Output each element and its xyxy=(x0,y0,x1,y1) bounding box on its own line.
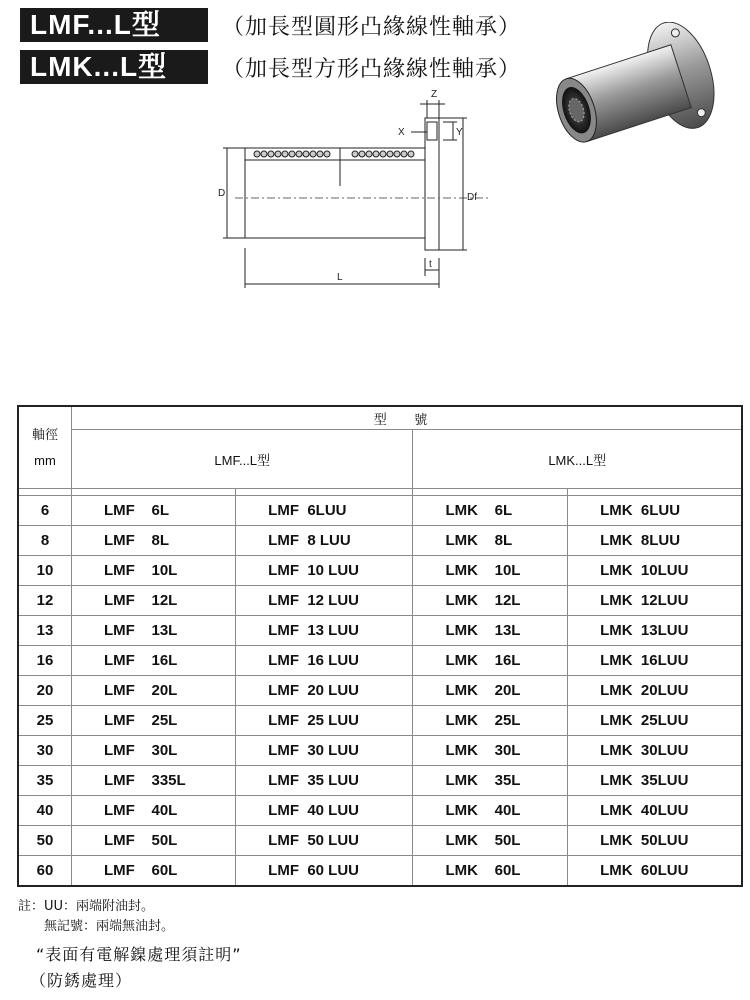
header-series-lmk: LMK...L型 xyxy=(413,430,742,489)
model-cell-lmk: LMK 13L xyxy=(413,616,568,646)
model-cell-lmk: LMK 20L xyxy=(413,676,568,706)
model-cell-lmf: LMF 60L xyxy=(72,856,236,887)
model-cell-lmk-uu: LMK 13LUU xyxy=(568,616,742,646)
model-cell-lmk-uu: LMK 6LUU xyxy=(568,496,742,526)
model-cell-lmf-uu: LMF 40 LUU xyxy=(236,796,413,826)
shaft-cell: 13 xyxy=(18,616,72,646)
dim-label-l: L xyxy=(337,272,343,283)
title-lmk xyxy=(20,50,521,84)
model-cell-lmf-uu: LMF 16 LUU xyxy=(236,646,413,676)
shaft-cell: 40 xyxy=(18,796,72,826)
dim-label-df: Df xyxy=(467,192,477,203)
model-cell-lmk-uu: LMK 60LUU xyxy=(568,856,742,887)
model-cell-lmf-uu: LMF 20 LUU xyxy=(236,676,413,706)
model-table xyxy=(17,405,743,887)
model-cell-lmk-uu: LMK 16LUU xyxy=(568,646,742,676)
model-cell-lmf: LMF 6L xyxy=(72,496,236,526)
note-uu: 註：UU：兩端附油封。 xyxy=(18,899,155,914)
shaft-cell: 10 xyxy=(18,556,72,586)
note-no-mark: 無記號：兩端無油封。 xyxy=(44,919,175,934)
model-cell-lmf-uu: LMF 30 LUU xyxy=(236,736,413,766)
model-cell-lmk: LMK 30L xyxy=(413,736,568,766)
model-cell-lmk: LMK 16L xyxy=(413,646,568,676)
model-cell-lmk: LMK 25L xyxy=(413,706,568,736)
model-cell-lmf-uu: LMF 35 LUU xyxy=(236,766,413,796)
model-cell-lmf: LMF 13L xyxy=(72,616,236,646)
notes xyxy=(18,897,174,937)
model-cell-lmf-uu: LMF 6LUU xyxy=(236,496,413,526)
model-cell-lmk-uu: LMK 8LUU xyxy=(568,526,742,556)
dim-label-z: Z xyxy=(431,89,438,100)
table-row xyxy=(18,556,742,586)
shaft-cell: 6 xyxy=(18,496,72,526)
shaft-cell: 8 xyxy=(18,526,72,556)
model-cell-lmf: LMF 12L xyxy=(72,586,236,616)
model-cell-lmk-uu: LMK 35LUU xyxy=(568,766,742,796)
shaft-cell: 25 xyxy=(18,706,72,736)
model-cell-lmk: LMK 60L xyxy=(413,856,568,887)
model-cell-lmf: LMF 50L xyxy=(72,826,236,856)
model-cell-lmf-uu: LMF 25 LUU xyxy=(236,706,413,736)
bearing-technical-drawing xyxy=(215,88,505,298)
note-nickel-plating: “表面有電解鎳處理須註明” xyxy=(36,945,242,964)
model-cell-lmf-uu: LMF 13 LUU xyxy=(236,616,413,646)
dim-label-d: D xyxy=(218,188,226,199)
table-row xyxy=(18,616,742,646)
shaft-cell: 30 xyxy=(18,736,72,766)
model-cell-lmf-uu: LMF 12 LUU xyxy=(236,586,413,616)
table-row xyxy=(18,736,742,766)
model-cell-lmf-uu: LMF 50 LUU xyxy=(236,826,413,856)
note-anti-rust: （防銹處理） xyxy=(30,971,133,990)
dim-label-x: X xyxy=(398,127,405,138)
table-row xyxy=(18,826,742,856)
model-cell-lmk-uu: LMK 30LUU xyxy=(568,736,742,766)
table-row xyxy=(18,496,742,526)
title-lmf-desc: （加長型圓形凸緣線性軸承） xyxy=(222,14,522,40)
model-cell-lmf: LMF 20L xyxy=(72,676,236,706)
model-cell-lmk-uu: LMK 25LUU xyxy=(568,706,742,736)
shaft-cell: 35 xyxy=(18,766,72,796)
model-cell-lmf: LMF 8L xyxy=(72,526,236,556)
model-cell-lmk: LMK 40L xyxy=(413,796,568,826)
model-cell-lmf-uu: LMF 10 LUU xyxy=(236,556,413,586)
shaft-cell: 12 xyxy=(18,586,72,616)
model-cell-lmf-uu: LMF 60 LUU xyxy=(236,856,413,887)
table-row xyxy=(18,586,742,616)
model-cell-lmk: LMK 8L xyxy=(413,526,568,556)
shaft-cell: 16 xyxy=(18,646,72,676)
header-shaft-label: 軸徑 xyxy=(31,426,58,442)
header-shaft-unit: mm xyxy=(34,452,56,468)
shaft-cell: 50 xyxy=(18,826,72,856)
model-cell-lmk-uu: LMK 20LUU xyxy=(568,676,742,706)
model-cell-lmk: LMK 50L xyxy=(413,826,568,856)
dim-label-y: Y xyxy=(456,127,463,138)
shaft-cell: 20 xyxy=(18,676,72,706)
title-lmf xyxy=(20,8,521,42)
shaft-cell: 60 xyxy=(18,856,72,887)
model-cell-lmk-uu: LMK 12LUU xyxy=(568,586,742,616)
title-lmf-code: LMF...L型 xyxy=(20,8,208,42)
model-cell-lmk: LMK 6L xyxy=(413,496,568,526)
model-cell-lmf-uu: LMF 8 LUU xyxy=(236,526,413,556)
header-model-number: 型 號 xyxy=(72,406,743,430)
table-row xyxy=(18,796,742,826)
model-cell-lmf: LMF 30L xyxy=(72,736,236,766)
model-cell-lmk-uu: LMK 50LUU xyxy=(568,826,742,856)
model-cell-lmf: LMF 25L xyxy=(72,706,236,736)
model-cell-lmf: LMF 40L xyxy=(72,796,236,826)
model-cell-lmk-uu: LMK 10LUU xyxy=(568,556,742,586)
table-row xyxy=(18,856,742,887)
model-cell-lmk: LMK 10L xyxy=(413,556,568,586)
table-row xyxy=(18,526,742,556)
model-cell-lmk: LMK 12L xyxy=(413,586,568,616)
dim-label-t: t xyxy=(429,259,432,270)
model-cell-lmf: LMF 10L xyxy=(72,556,236,586)
table-row xyxy=(18,706,742,736)
table-row xyxy=(18,646,742,676)
table-row xyxy=(18,766,742,796)
title-lmk-desc: （加長型方形凸緣線性軸承） xyxy=(222,56,522,82)
model-cell-lmk: LMK 35L xyxy=(413,766,568,796)
title-lmk-code: LMK...L型 xyxy=(20,50,208,84)
model-cell-lmf: LMF 16L xyxy=(72,646,236,676)
header-shaft-diameter xyxy=(18,406,72,489)
table-row xyxy=(18,676,742,706)
model-cell-lmk-uu: LMK 40LUU xyxy=(568,796,742,826)
model-cell-lmf: LMF 335L xyxy=(72,766,236,796)
header-series-lmf: LMF...L型 xyxy=(72,430,413,489)
bearing-product-image xyxy=(535,22,725,172)
